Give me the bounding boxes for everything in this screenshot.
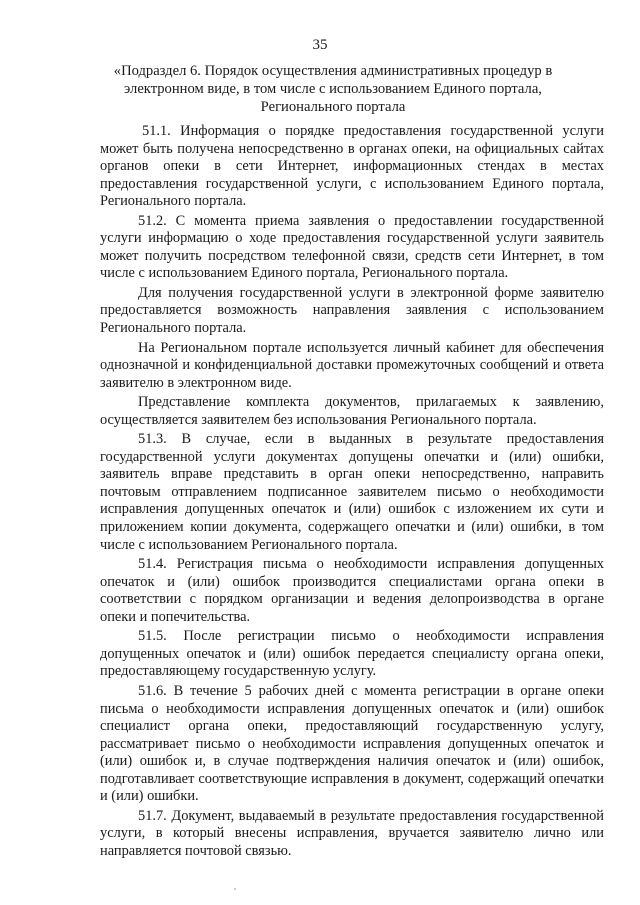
paragraph-personal-cabinet: На Региональном портале используется личный кабинет для обеспечения однозначной и конфиденциальной доставки промежуточных сообщений и ответа заявителю в электронном виде. xyxy=(100,339,604,391)
scan-speck xyxy=(234,888,236,890)
document-body xyxy=(100,123,604,862)
paragraph-51-5: 51.5. После регистрации письмо о необходимости исправления допущенных опечаток и (или) ошибок передается специалисту органа опеки, предоставляющему государственную услугу. xyxy=(100,628,604,680)
paragraph-documents-submission: Представление комплекта документов, прилагаемых к заявлению, осуществляется заявителем без использования Регионального портала. xyxy=(100,394,604,428)
paragraph-51-2: 51.2. С момента приема заявления о предоставлении государственной услуги информацию о ходе предоставления государственной услуги заявитель может получить посредством телефонной связи, средств сети Интернет, в том числе с использованием Единого портала, Регионального портала. xyxy=(100,212,604,282)
paragraph-51-1: 51.1. Информация о порядке предоставления государственной услуги может быть получена непосредственно в органах опеки, на официальных сайтах органов опеки в сети Интернет, информационных стендах в местах предоставления государственной услуги, с использованием Единого портала, Регионального портала. xyxy=(100,123,604,210)
paragraph-51-6: 51.6. В течение 5 рабочих дней с момента регистрации в органе опеки письма о необходимости исправления допущенных опечаток и (или) ошибок специалист органа опеки, предоставляющий государственную услугу, рассматривает письмо о необходимости исправления допущенных опечаток и (или) ошибок и, в случае подтверждения наличия опечаток и (или) ошибок, подготавливает соответствующие исправления в документ, содержащий опечатки и (или) ошибки. xyxy=(100,682,604,805)
page-number: 35 xyxy=(312,37,328,53)
paragraph-electronic-form: Для получения государственной услуги в электронной форме заявителю предоставляется возможность направления заявления с использованием Регионального портала. xyxy=(100,284,604,337)
paragraph-51-4: 51.4. Регистрация письма о необходимости исправления допущенных опечаток и (или) ошибок производится специалистами органа опеки в соответствии с порядком организации и ведения делопроизводства в органе опеки и попечительства. xyxy=(100,556,604,625)
paragraph-51-7: 51.7. Документ, выдаваемый в результате предоставления государственной услуги, в который внесены исправления, вручается заявителю лично или направляется почтовой связью. xyxy=(100,807,604,859)
section-heading: «Подраздел 6. Порядок осуществления административных процедур в электронном виде, в том числе с использованием Единого портала, Регионального портала xyxy=(113,63,553,115)
paragraph-51-3: 51.3. В случае, если в выданных в результате предоставления государственной услуги документах допущены опечатки и (или) ошибки, заявитель вправе представить в орган опеки непосредственно, направить почтовым отправлением подписанное заявителем письмо о необходимости исправления допущенных опечаток и (или) ошибок с изложением их сути и приложением копии документа, содержащего опечатки и (или) ошибки, в том числе с использованием Регионального портала. xyxy=(100,431,604,553)
